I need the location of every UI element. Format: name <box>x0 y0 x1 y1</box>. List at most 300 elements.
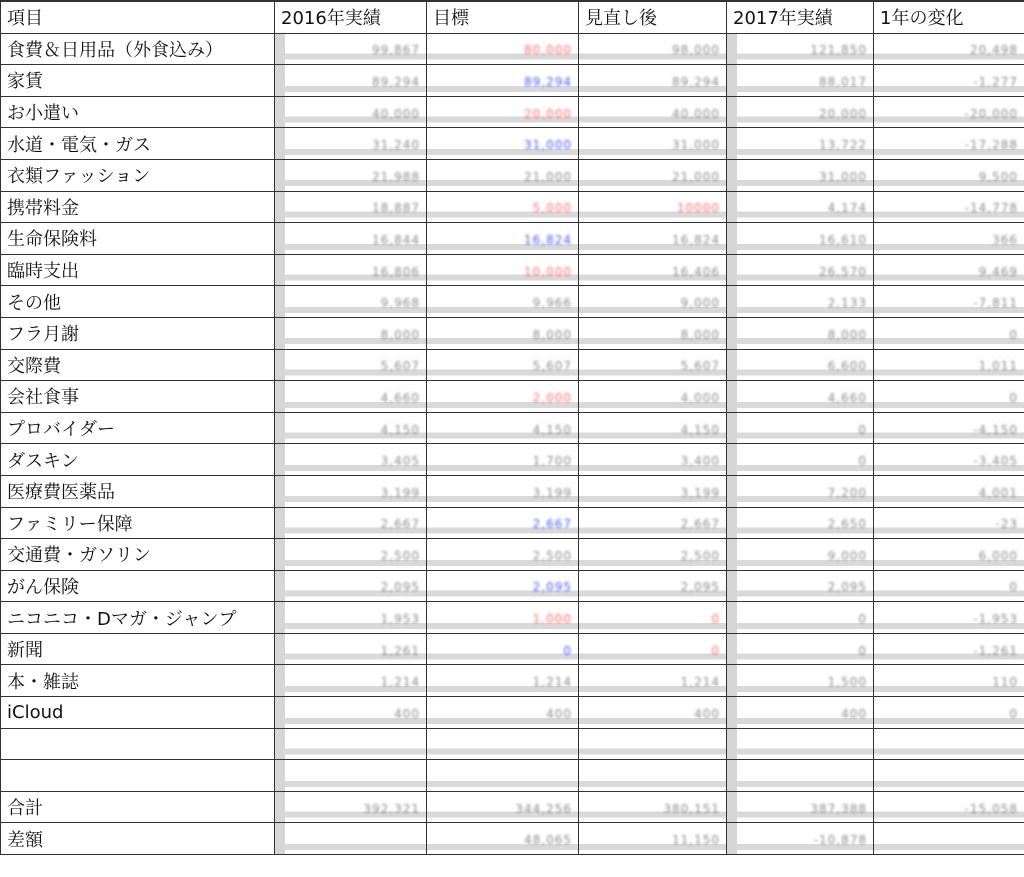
value-cell[interactable] <box>427 602 579 634</box>
cell-value: 0 <box>858 454 867 469</box>
value-cell[interactable] <box>579 254 727 286</box>
cell-value: 400 <box>546 706 572 721</box>
cell-value: 16,824 <box>672 232 720 247</box>
row-label-cell[interactable]: 医療費医薬品 <box>1 475 275 507</box>
cell-value: 2,095 <box>380 580 420 595</box>
value-cell[interactable] <box>275 475 427 507</box>
cell-value: 20,498 <box>970 43 1018 58</box>
cell-value: 4,660 <box>827 390 867 405</box>
cell-value: 16,610 <box>819 232 867 247</box>
value-cell[interactable] <box>727 286 874 318</box>
cell-value: 11,150 <box>672 833 720 848</box>
cell-value: 2,095 <box>532 580 572 595</box>
table-row <box>1 728 1024 760</box>
value-cell[interactable] <box>874 33 1024 65</box>
cell-value: 4,150 <box>532 422 572 437</box>
table-row <box>1 65 1024 97</box>
value-cell[interactable] <box>874 665 1024 697</box>
value-cell[interactable] <box>275 823 427 855</box>
table-row <box>1 159 1024 191</box>
value-cell[interactable] <box>275 349 427 381</box>
value-cell[interactable] <box>427 633 579 665</box>
table-row <box>1 823 1024 855</box>
cell-value: 8,000 <box>380 327 420 342</box>
row-label-cell[interactable]: 本・雑誌 <box>1 665 275 697</box>
cell-value: 31,000 <box>819 169 867 184</box>
value-cell[interactable] <box>874 317 1024 349</box>
value-cell[interactable] <box>579 65 727 97</box>
value-cell[interactable] <box>727 412 874 444</box>
cell-value: 0 <box>711 643 720 658</box>
cell-value: 1,214 <box>380 675 420 690</box>
cell-value: 1,261 <box>380 643 420 658</box>
value-cell[interactable] <box>727 791 874 823</box>
value-cell[interactable] <box>275 602 427 634</box>
value-cell[interactable] <box>275 665 427 697</box>
value-cell[interactable] <box>427 33 579 65</box>
cell-value: 392,321 <box>363 801 420 816</box>
row-label-cell[interactable]: フラ月謝 <box>1 317 275 349</box>
value-cell[interactable] <box>275 65 427 97</box>
value-cell[interactable] <box>727 475 874 507</box>
cell-value: -1,277 <box>973 74 1018 89</box>
cell-value: -23 <box>995 517 1018 532</box>
row-label-cell[interactable]: がん保険 <box>1 570 275 602</box>
cell-value: 2,000 <box>532 390 572 405</box>
value-cell[interactable] <box>874 539 1024 571</box>
table-row <box>1 349 1024 381</box>
value-cell[interactable] <box>427 254 579 286</box>
cell-value: 1,011 <box>978 359 1018 374</box>
table-row <box>1 286 1024 318</box>
cell-value: 89,294 <box>524 74 572 89</box>
value-cell[interactable] <box>579 665 727 697</box>
value-cell[interactable] <box>874 475 1024 507</box>
value-cell[interactable] <box>727 760 874 792</box>
cell-value: 10000 <box>676 201 720 216</box>
cell-value: 6,000 <box>978 548 1018 563</box>
value-cell[interactable] <box>874 191 1024 223</box>
value-cell[interactable] <box>275 791 427 823</box>
value-cell[interactable] <box>427 223 579 255</box>
cell-value: 2,095 <box>827 580 867 595</box>
value-cell[interactable] <box>874 602 1024 634</box>
cell-value: 89,294 <box>672 74 720 89</box>
value-cell[interactable] <box>427 96 579 128</box>
value-cell[interactable] <box>874 223 1024 255</box>
table-row <box>1 444 1024 476</box>
cell-value: 26,570 <box>819 264 867 279</box>
value-cell[interactable] <box>874 570 1024 602</box>
cell-value: 98,000 <box>672 43 720 58</box>
row-label-cell[interactable]: その他 <box>1 286 275 318</box>
table-row <box>1 570 1024 602</box>
value-cell[interactable] <box>579 475 727 507</box>
cell-value: -1,261 <box>973 643 1018 658</box>
cell-value: 4,174 <box>827 201 867 216</box>
value-cell[interactable] <box>579 223 727 255</box>
value-cell[interactable] <box>579 349 727 381</box>
value-cell[interactable] <box>874 760 1024 792</box>
header-2016-actual[interactable]: 2016年実績 <box>275 1 427 33</box>
cell-value: 88,017 <box>819 74 867 89</box>
value-cell[interactable] <box>727 223 874 255</box>
value-cell[interactable] <box>579 412 727 444</box>
row-label-cell[interactable]: ニコニコ・Dマガ・ジャンプ <box>1 602 275 634</box>
cell-value: 0 <box>1009 706 1018 721</box>
cell-value: 4,000 <box>680 390 720 405</box>
cell-value: 21,000 <box>672 169 720 184</box>
row-label-cell[interactable]: 衣類ファッション <box>1 159 275 191</box>
cell-value: -17,288 <box>964 138 1018 153</box>
row-label-cell[interactable]: 水道・電気・ガス <box>1 128 275 160</box>
value-cell[interactable] <box>579 728 727 760</box>
row-label-cell[interactable]: 交通費・ガソリン <box>1 539 275 571</box>
value-cell[interactable] <box>727 191 874 223</box>
value-cell[interactable] <box>874 507 1024 539</box>
value-cell[interactable] <box>427 191 579 223</box>
value-cell[interactable] <box>727 665 874 697</box>
cell-value: 3,405 <box>380 454 420 469</box>
value-cell[interactable] <box>275 539 427 571</box>
cell-value: 99,867 <box>372 43 420 58</box>
cell-value: 10,000 <box>524 264 572 279</box>
cell-value: 16,844 <box>372 232 420 247</box>
cell-value: 4,150 <box>680 422 720 437</box>
cell-value: 1,500 <box>827 675 867 690</box>
table-row <box>1 128 1024 160</box>
header-row <box>1 1 1024 33</box>
row-label-cell[interactable]: 新聞 <box>1 633 275 665</box>
cell-value: 4,001 <box>978 485 1018 500</box>
value-cell[interactable] <box>275 223 427 255</box>
value-cell[interactable] <box>874 349 1024 381</box>
value-cell[interactable] <box>579 507 727 539</box>
value-cell[interactable] <box>275 633 427 665</box>
cell-value: 0 <box>858 643 867 658</box>
cell-value: 8,000 <box>680 327 720 342</box>
cell-value: 18,887 <box>372 201 420 216</box>
cell-value: 1,214 <box>532 675 572 690</box>
cell-value: -10,878 <box>813 833 867 848</box>
cell-value: 0 <box>858 422 867 437</box>
cell-value: 0 <box>1009 390 1018 405</box>
cell-value: 110 <box>992 675 1018 690</box>
value-cell[interactable] <box>579 191 727 223</box>
value-cell[interactable] <box>579 791 727 823</box>
value-cell[interactable] <box>427 412 579 444</box>
value-cell[interactable] <box>579 128 727 160</box>
value-cell[interactable] <box>874 791 1024 823</box>
value-cell[interactable] <box>874 159 1024 191</box>
value-cell[interactable] <box>579 602 727 634</box>
value-cell[interactable] <box>579 96 727 128</box>
row-label-cell[interactable]: 食費＆日用品（外食込み） <box>1 33 275 65</box>
table-row <box>1 412 1024 444</box>
cell-value: 9,968 <box>380 296 420 311</box>
row-label-cell[interactable]: 家賃 <box>1 65 275 97</box>
cell-value: 31,240 <box>372 138 420 153</box>
value-cell[interactable] <box>874 254 1024 286</box>
cell-value: 1,700 <box>532 454 572 469</box>
value-cell[interactable] <box>275 254 427 286</box>
value-cell[interactable] <box>275 286 427 318</box>
value-cell[interactable] <box>427 570 579 602</box>
value-cell[interactable] <box>427 760 579 792</box>
cell-value: 387,388 <box>810 801 867 816</box>
header-target[interactable]: 目標 <box>427 1 579 33</box>
cell-value: 9,469 <box>978 264 1018 279</box>
cell-value: -4,150 <box>973 422 1018 437</box>
row-label-cell[interactable]: 合計 <box>1 791 275 823</box>
cell-value: 40,000 <box>372 106 420 121</box>
value-cell[interactable] <box>579 760 727 792</box>
value-cell[interactable] <box>874 697 1024 729</box>
value-cell[interactable] <box>275 507 427 539</box>
value-cell[interactable] <box>579 381 727 413</box>
value-cell[interactable] <box>275 697 427 729</box>
value-cell[interactable] <box>874 128 1024 160</box>
value-cell[interactable] <box>427 823 579 855</box>
value-cell[interactable] <box>727 539 874 571</box>
cell-value: 2,667 <box>532 517 572 532</box>
cell-value: 20,000 <box>524 106 572 121</box>
table-row <box>1 507 1024 539</box>
cell-value: 48,065 <box>524 833 572 848</box>
value-cell[interactable] <box>579 33 727 65</box>
cell-value: 2,500 <box>680 548 720 563</box>
cell-value: 5,000 <box>532 201 572 216</box>
table-row <box>1 791 1024 823</box>
value-cell[interactable] <box>579 286 727 318</box>
cell-value: 3,199 <box>380 485 420 500</box>
table-row <box>1 317 1024 349</box>
cell-value: 0 <box>563 643 572 658</box>
cell-value: 121,850 <box>810 43 867 58</box>
value-cell[interactable] <box>275 317 427 349</box>
value-cell[interactable] <box>275 159 427 191</box>
value-cell[interactable] <box>427 159 579 191</box>
cell-value: 5,607 <box>680 359 720 374</box>
value-cell[interactable] <box>427 349 579 381</box>
table-row <box>1 633 1024 665</box>
cell-value: 3,199 <box>532 485 572 500</box>
value-cell[interactable] <box>874 286 1024 318</box>
value-cell[interactable] <box>874 633 1024 665</box>
cell-value: 9,966 <box>532 296 572 311</box>
row-label-cell[interactable]: プロバイダー <box>1 412 275 444</box>
value-cell[interactable] <box>427 444 579 476</box>
value-cell[interactable] <box>427 697 579 729</box>
value-cell[interactable] <box>579 823 727 855</box>
value-cell[interactable] <box>427 317 579 349</box>
value-cell[interactable] <box>427 507 579 539</box>
value-cell[interactable] <box>727 65 874 97</box>
value-cell[interactable] <box>727 96 874 128</box>
value-cell[interactable] <box>427 286 579 318</box>
cell-value: 380,151 <box>663 801 720 816</box>
cell-value: 31,000 <box>672 138 720 153</box>
cell-value: -20,000 <box>964 106 1018 121</box>
cell-value: 9,500 <box>978 169 1018 184</box>
value-cell[interactable] <box>727 349 874 381</box>
value-cell[interactable] <box>579 697 727 729</box>
cell-value: 16,806 <box>372 264 420 279</box>
cell-value: 400 <box>694 706 720 721</box>
cell-value: 344,256 <box>515 801 572 816</box>
table-row <box>1 191 1024 223</box>
cell-value: 0 <box>1009 580 1018 595</box>
row-label-cell[interactable]: 臨時支出 <box>1 254 275 286</box>
cell-value: 0 <box>711 612 720 627</box>
value-cell[interactable] <box>427 791 579 823</box>
value-cell[interactable] <box>874 412 1024 444</box>
header-item[interactable]: 項目 <box>1 1 275 33</box>
value-cell[interactable] <box>727 128 874 160</box>
header-yearly-change[interactable]: 1年の変化 <box>874 1 1024 33</box>
value-cell[interactable] <box>727 381 874 413</box>
value-cell[interactable] <box>874 823 1024 855</box>
value-cell[interactable] <box>727 159 874 191</box>
cell-value: -15,058 <box>964 801 1018 816</box>
cell-value: 16,406 <box>672 264 720 279</box>
value-cell[interactable] <box>275 33 427 65</box>
cell-value: 2,095 <box>680 580 720 595</box>
row-label-cell[interactable]: 会社食事 <box>1 381 275 413</box>
value-cell[interactable] <box>275 728 427 760</box>
row-label-cell[interactable]: ファミリー保障 <box>1 507 275 539</box>
table-row <box>1 96 1024 128</box>
value-cell[interactable] <box>727 728 874 760</box>
row-label-cell[interactable] <box>1 760 275 792</box>
value-cell[interactable] <box>874 96 1024 128</box>
value-cell[interactable] <box>427 475 579 507</box>
cell-value: 5,607 <box>532 359 572 374</box>
cell-value: 9,000 <box>680 296 720 311</box>
value-cell[interactable] <box>727 633 874 665</box>
cell-value: 20,000 <box>819 106 867 121</box>
cell-value: 3,199 <box>680 485 720 500</box>
value-cell[interactable] <box>727 823 874 855</box>
value-cell[interactable] <box>727 254 874 286</box>
cell-value: 21,988 <box>372 169 420 184</box>
value-cell[interactable] <box>427 665 579 697</box>
value-cell[interactable] <box>579 317 727 349</box>
value-cell[interactable] <box>579 159 727 191</box>
cell-value: 2,650 <box>827 517 867 532</box>
header-revised[interactable]: 見直し後 <box>579 1 727 33</box>
table-row <box>1 602 1024 634</box>
value-cell[interactable] <box>579 570 727 602</box>
value-cell[interactable] <box>427 728 579 760</box>
cell-value: 0 <box>1009 327 1018 342</box>
table-row <box>1 33 1024 65</box>
row-label-cell[interactable]: 交際費 <box>1 349 275 381</box>
table-row <box>1 223 1024 255</box>
cell-value: 2,667 <box>380 517 420 532</box>
table-row <box>1 665 1024 697</box>
table-row <box>1 475 1024 507</box>
cell-value: 40,000 <box>672 106 720 121</box>
value-cell[interactable] <box>275 96 427 128</box>
row-label-cell[interactable]: 差額 <box>1 823 275 855</box>
value-cell[interactable] <box>727 33 874 65</box>
cell-value: 1,214 <box>680 675 720 690</box>
value-cell[interactable] <box>727 570 874 602</box>
value-cell[interactable] <box>275 128 427 160</box>
cell-value: 1,953 <box>380 612 420 627</box>
value-cell[interactable] <box>275 191 427 223</box>
value-cell[interactable] <box>579 444 727 476</box>
cell-value: 16,824 <box>524 232 572 247</box>
table-row <box>1 254 1024 286</box>
cell-value: 6,600 <box>827 359 867 374</box>
cell-value: 5,607 <box>380 359 420 374</box>
value-cell[interactable] <box>275 760 427 792</box>
value-cell[interactable] <box>727 602 874 634</box>
row-label-cell[interactable]: ダスキン <box>1 444 275 476</box>
cell-value: 3,400 <box>680 454 720 469</box>
row-label-cell[interactable] <box>1 728 275 760</box>
value-cell[interactable] <box>275 570 427 602</box>
value-cell[interactable] <box>427 539 579 571</box>
cell-value: 21,000 <box>524 169 572 184</box>
value-cell[interactable] <box>275 444 427 476</box>
value-cell[interactable] <box>727 507 874 539</box>
value-cell[interactable] <box>874 65 1024 97</box>
value-cell[interactable] <box>427 381 579 413</box>
cell-value: 8,000 <box>827 327 867 342</box>
cell-value: 8,000 <box>532 327 572 342</box>
value-cell[interactable] <box>727 317 874 349</box>
value-cell[interactable] <box>579 539 727 571</box>
value-cell[interactable] <box>275 381 427 413</box>
value-cell[interactable] <box>579 633 727 665</box>
cell-value: 2,500 <box>380 548 420 563</box>
cell-value: -1,953 <box>973 612 1018 627</box>
header-2017-actual[interactable]: 2017年実績 <box>727 1 874 33</box>
cell-value: 2,500 <box>532 548 572 563</box>
cell-value: -7,811 <box>973 296 1018 311</box>
value-cell[interactable] <box>874 381 1024 413</box>
cell-value: 31,000 <box>524 138 572 153</box>
value-cell[interactable] <box>275 412 427 444</box>
row-label-cell[interactable]: 携帯料金 <box>1 191 275 223</box>
cell-value: -14,778 <box>964 201 1018 216</box>
cell-value: 400 <box>841 706 867 721</box>
value-cell[interactable] <box>874 728 1024 760</box>
cell-value: 89,294 <box>372 74 420 89</box>
cell-value: 4,150 <box>380 422 420 437</box>
table-row <box>1 760 1024 792</box>
table-row <box>1 381 1024 413</box>
value-cell[interactable] <box>727 444 874 476</box>
value-cell[interactable] <box>427 65 579 97</box>
row-label-cell[interactable]: iCloud <box>1 697 275 729</box>
cell-value: 1,000 <box>532 612 572 627</box>
cell-value: 2,667 <box>680 517 720 532</box>
cell-value: 80,000 <box>524 43 572 58</box>
row-label-cell[interactable]: 生命保険料 <box>1 223 275 255</box>
value-cell[interactable] <box>874 444 1024 476</box>
cell-value: 9,000 <box>827 548 867 563</box>
cell-value: 2,133 <box>827 296 867 311</box>
row-label-cell[interactable]: お小遣い <box>1 96 275 128</box>
cell-value: 0 <box>858 612 867 627</box>
cell-value: 4,660 <box>380 390 420 405</box>
value-cell[interactable] <box>427 128 579 160</box>
value-cell[interactable] <box>727 697 874 729</box>
